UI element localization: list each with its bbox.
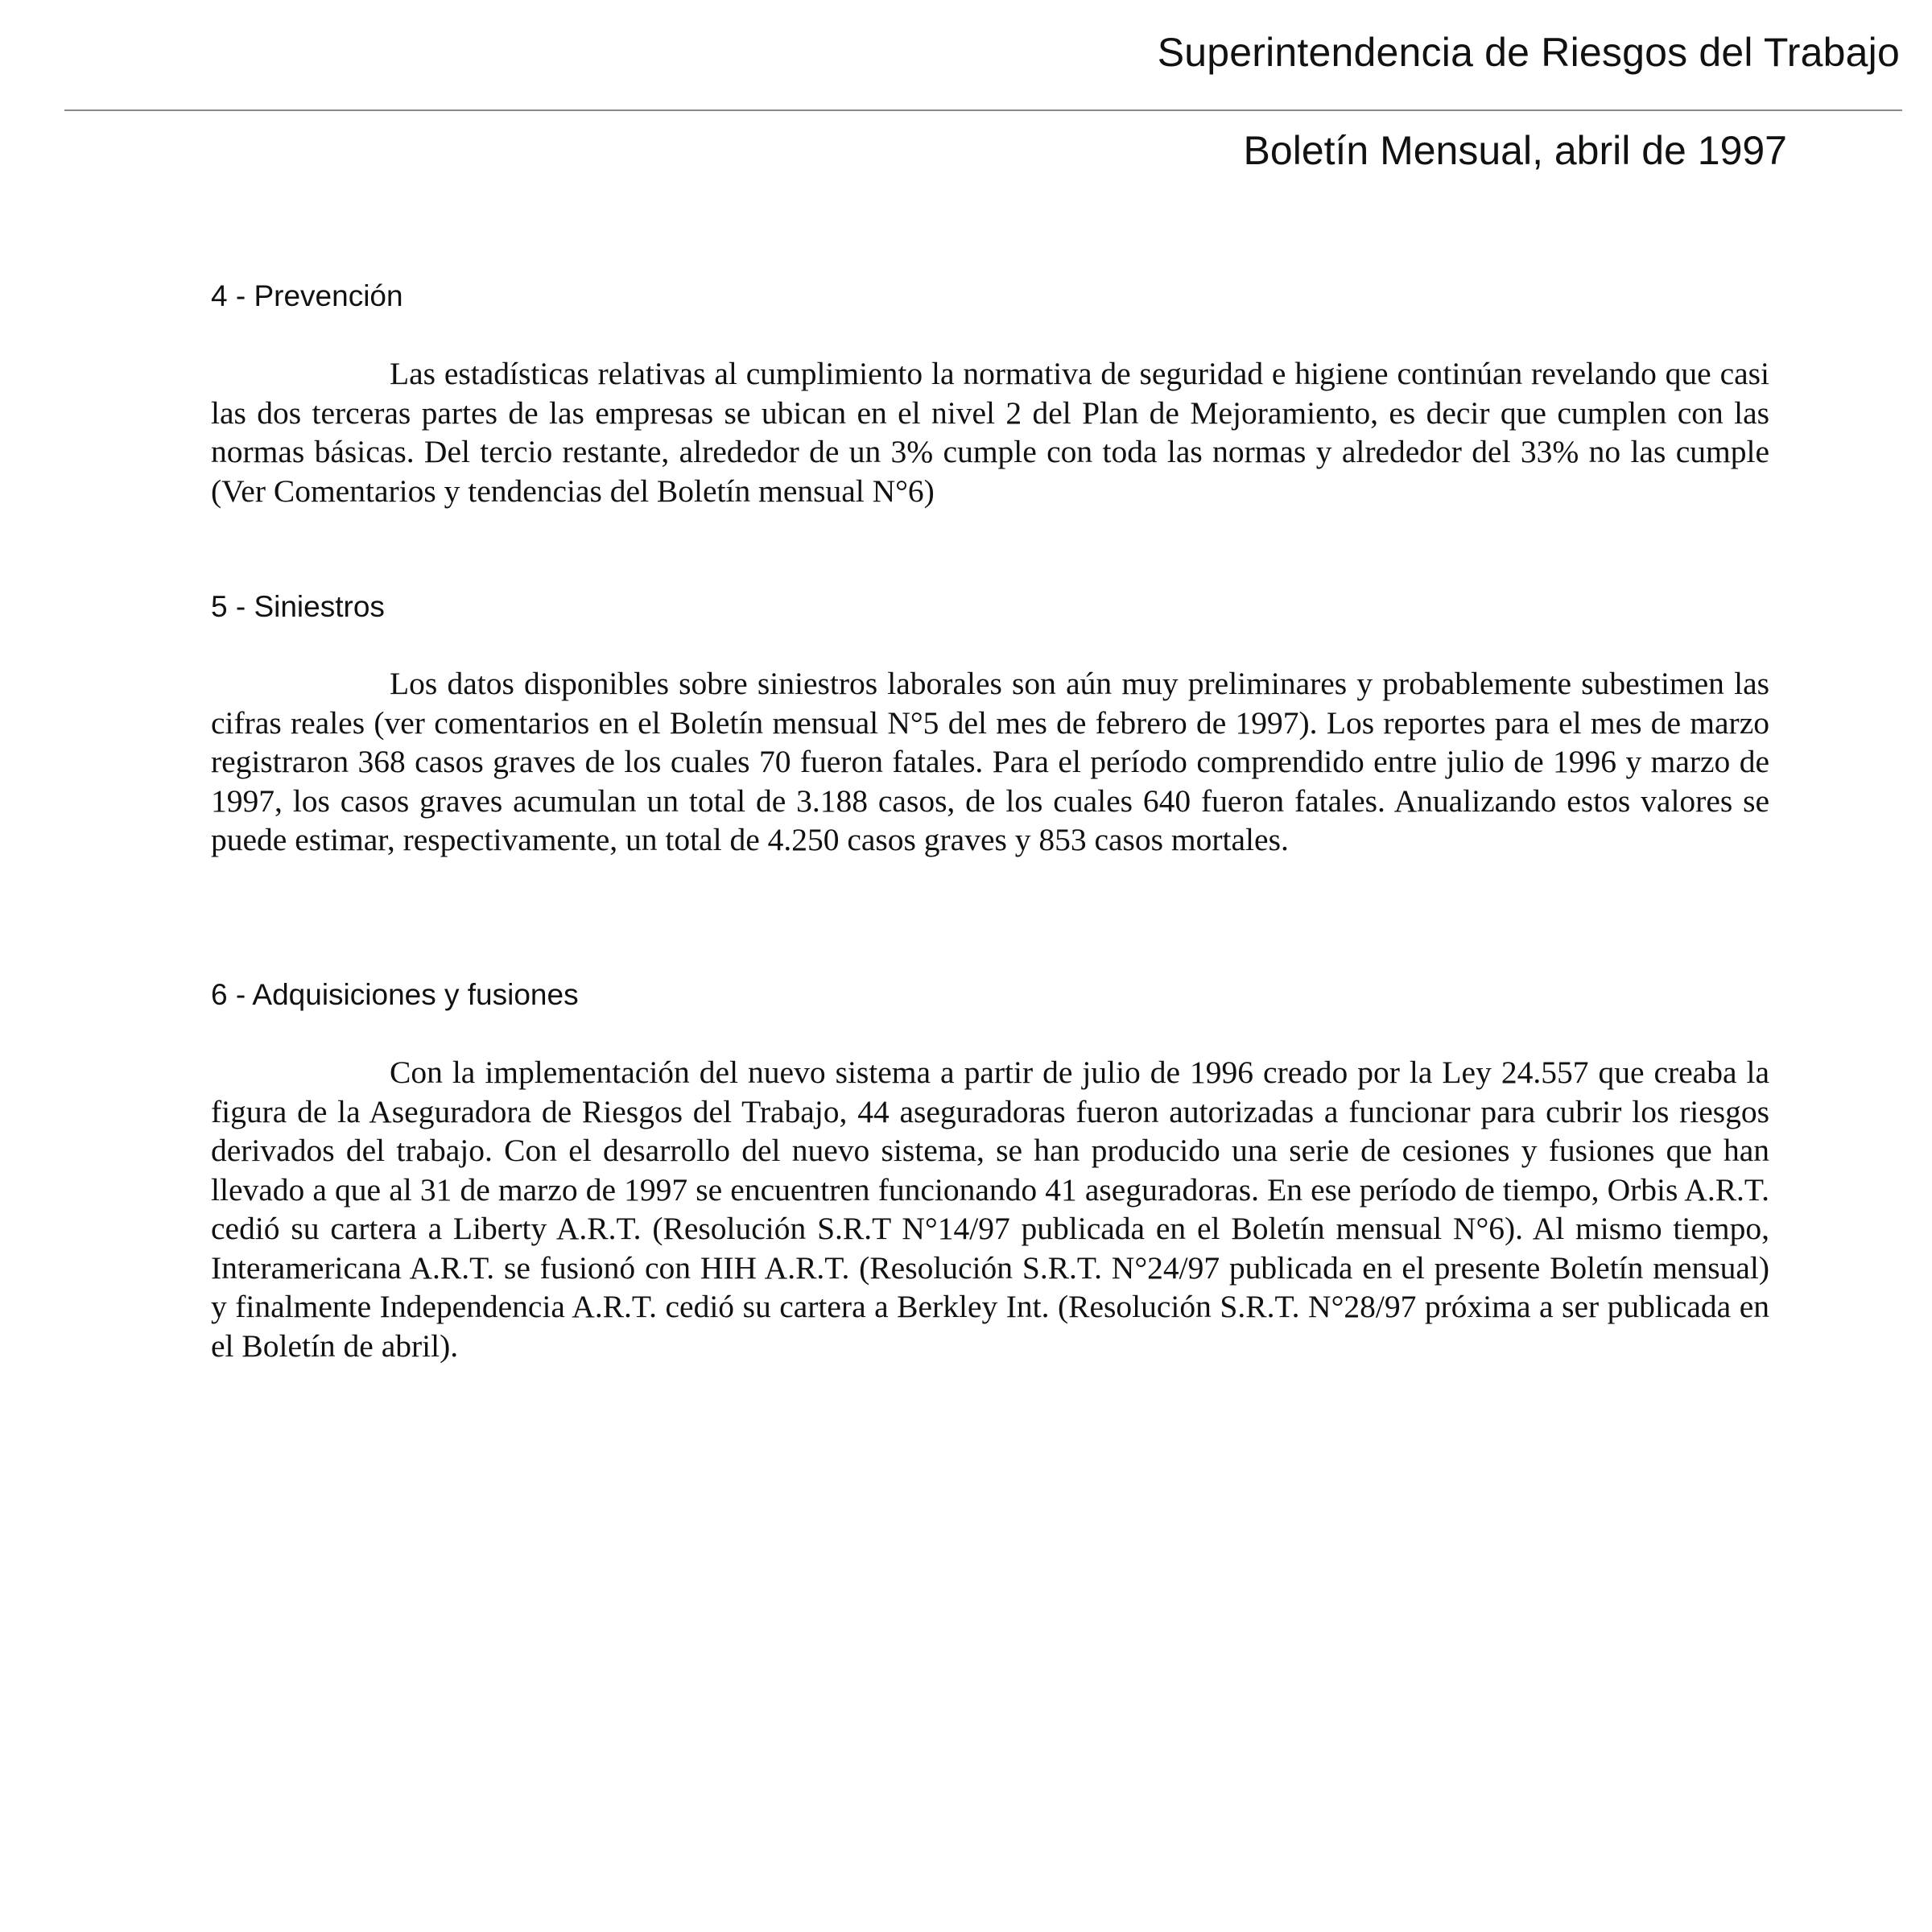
header-divider <box>64 109 1902 111</box>
bulletin-title: Boletín Mensual, abril de 1997 <box>1243 128 1787 173</box>
section-heading-adquisiciones: 6 - Adquisiciones y fusiones <box>211 978 579 1011</box>
section-body-siniestros: Los datos disponibles sobre siniestros laborales son aún muy preliminares y probablemente subestimen las cifras reales (ver comentarios en el Boletín mensual N°5 del mes de febrero de 1997). Los reportes para el mes de marzo registraron 368 casos graves de los cuales 70 fueron fatales. Para el período comprendido entre julio de 1996 y marzo de 1997, los casos graves acumulan un total de 3.188 casos, de los cuales 640 fueron fatales. Anualizando estos valores se puede estimar, respectivamente, un total de 4.250 casos graves y 853 casos mortales. <box>211 666 1769 857</box>
section-heading-prevencion: 4 - Prevención <box>211 279 403 312</box>
section-heading-siniestros: 5 - Siniestros <box>211 590 385 623</box>
organization-name: Superintendencia de Riesgos del Trabajo <box>1157 30 1900 75</box>
section-body-prevencion: Las estadísticas relativas al cumplimiento la normativa de seguridad e higiene continúan revelando que casi las dos terceras partes de las empresas se ubican en el nivel 2 del Plan de Mejoramiento, es decir que cumplen con las normas básicas. Del tercio restante, alrededor de un 3% cumple con toda las normas y alrededor del 33% no las cumple (Ver Comentarios y tendencias del Boletín mensual N°6) <box>211 356 1769 509</box>
section-body-adquisiciones: Con la implementación del nuevo sistema a partir de julio de 1996 creado por la Ley 24.557 que creaba la figura de la Aseguradora de Riesgos del Trabajo, 44 aseguradoras fueron autorizadas a funcionar para cubrir los riesgos derivados del trabajo. Con el desarrollo del nuevo sistema, se han producido una serie de cesiones y fusiones que han llevado a que al 31 de marzo de 1997 se encuentren funcionando 41 aseguradoras. En ese período de tiempo, Orbis A.R.T. cedió su cartera a Liberty A.R.T. (Resolución S.R.T N°14/97 publicada en el Boletín mensual N°6). Al mismo tiempo, Interamericana A.R.T. se fusionó con HIH A.R.T. (Resolución S.R.T. N°24/97 publicada en el presente Boletín mensual) y finalmente Independencia A.R.T. cedió su cartera a Berkley Int. (Resolución S.R.T. N°28/97 próxima a ser publicada en el Boletín de abril). <box>211 1055 1769 1364</box>
